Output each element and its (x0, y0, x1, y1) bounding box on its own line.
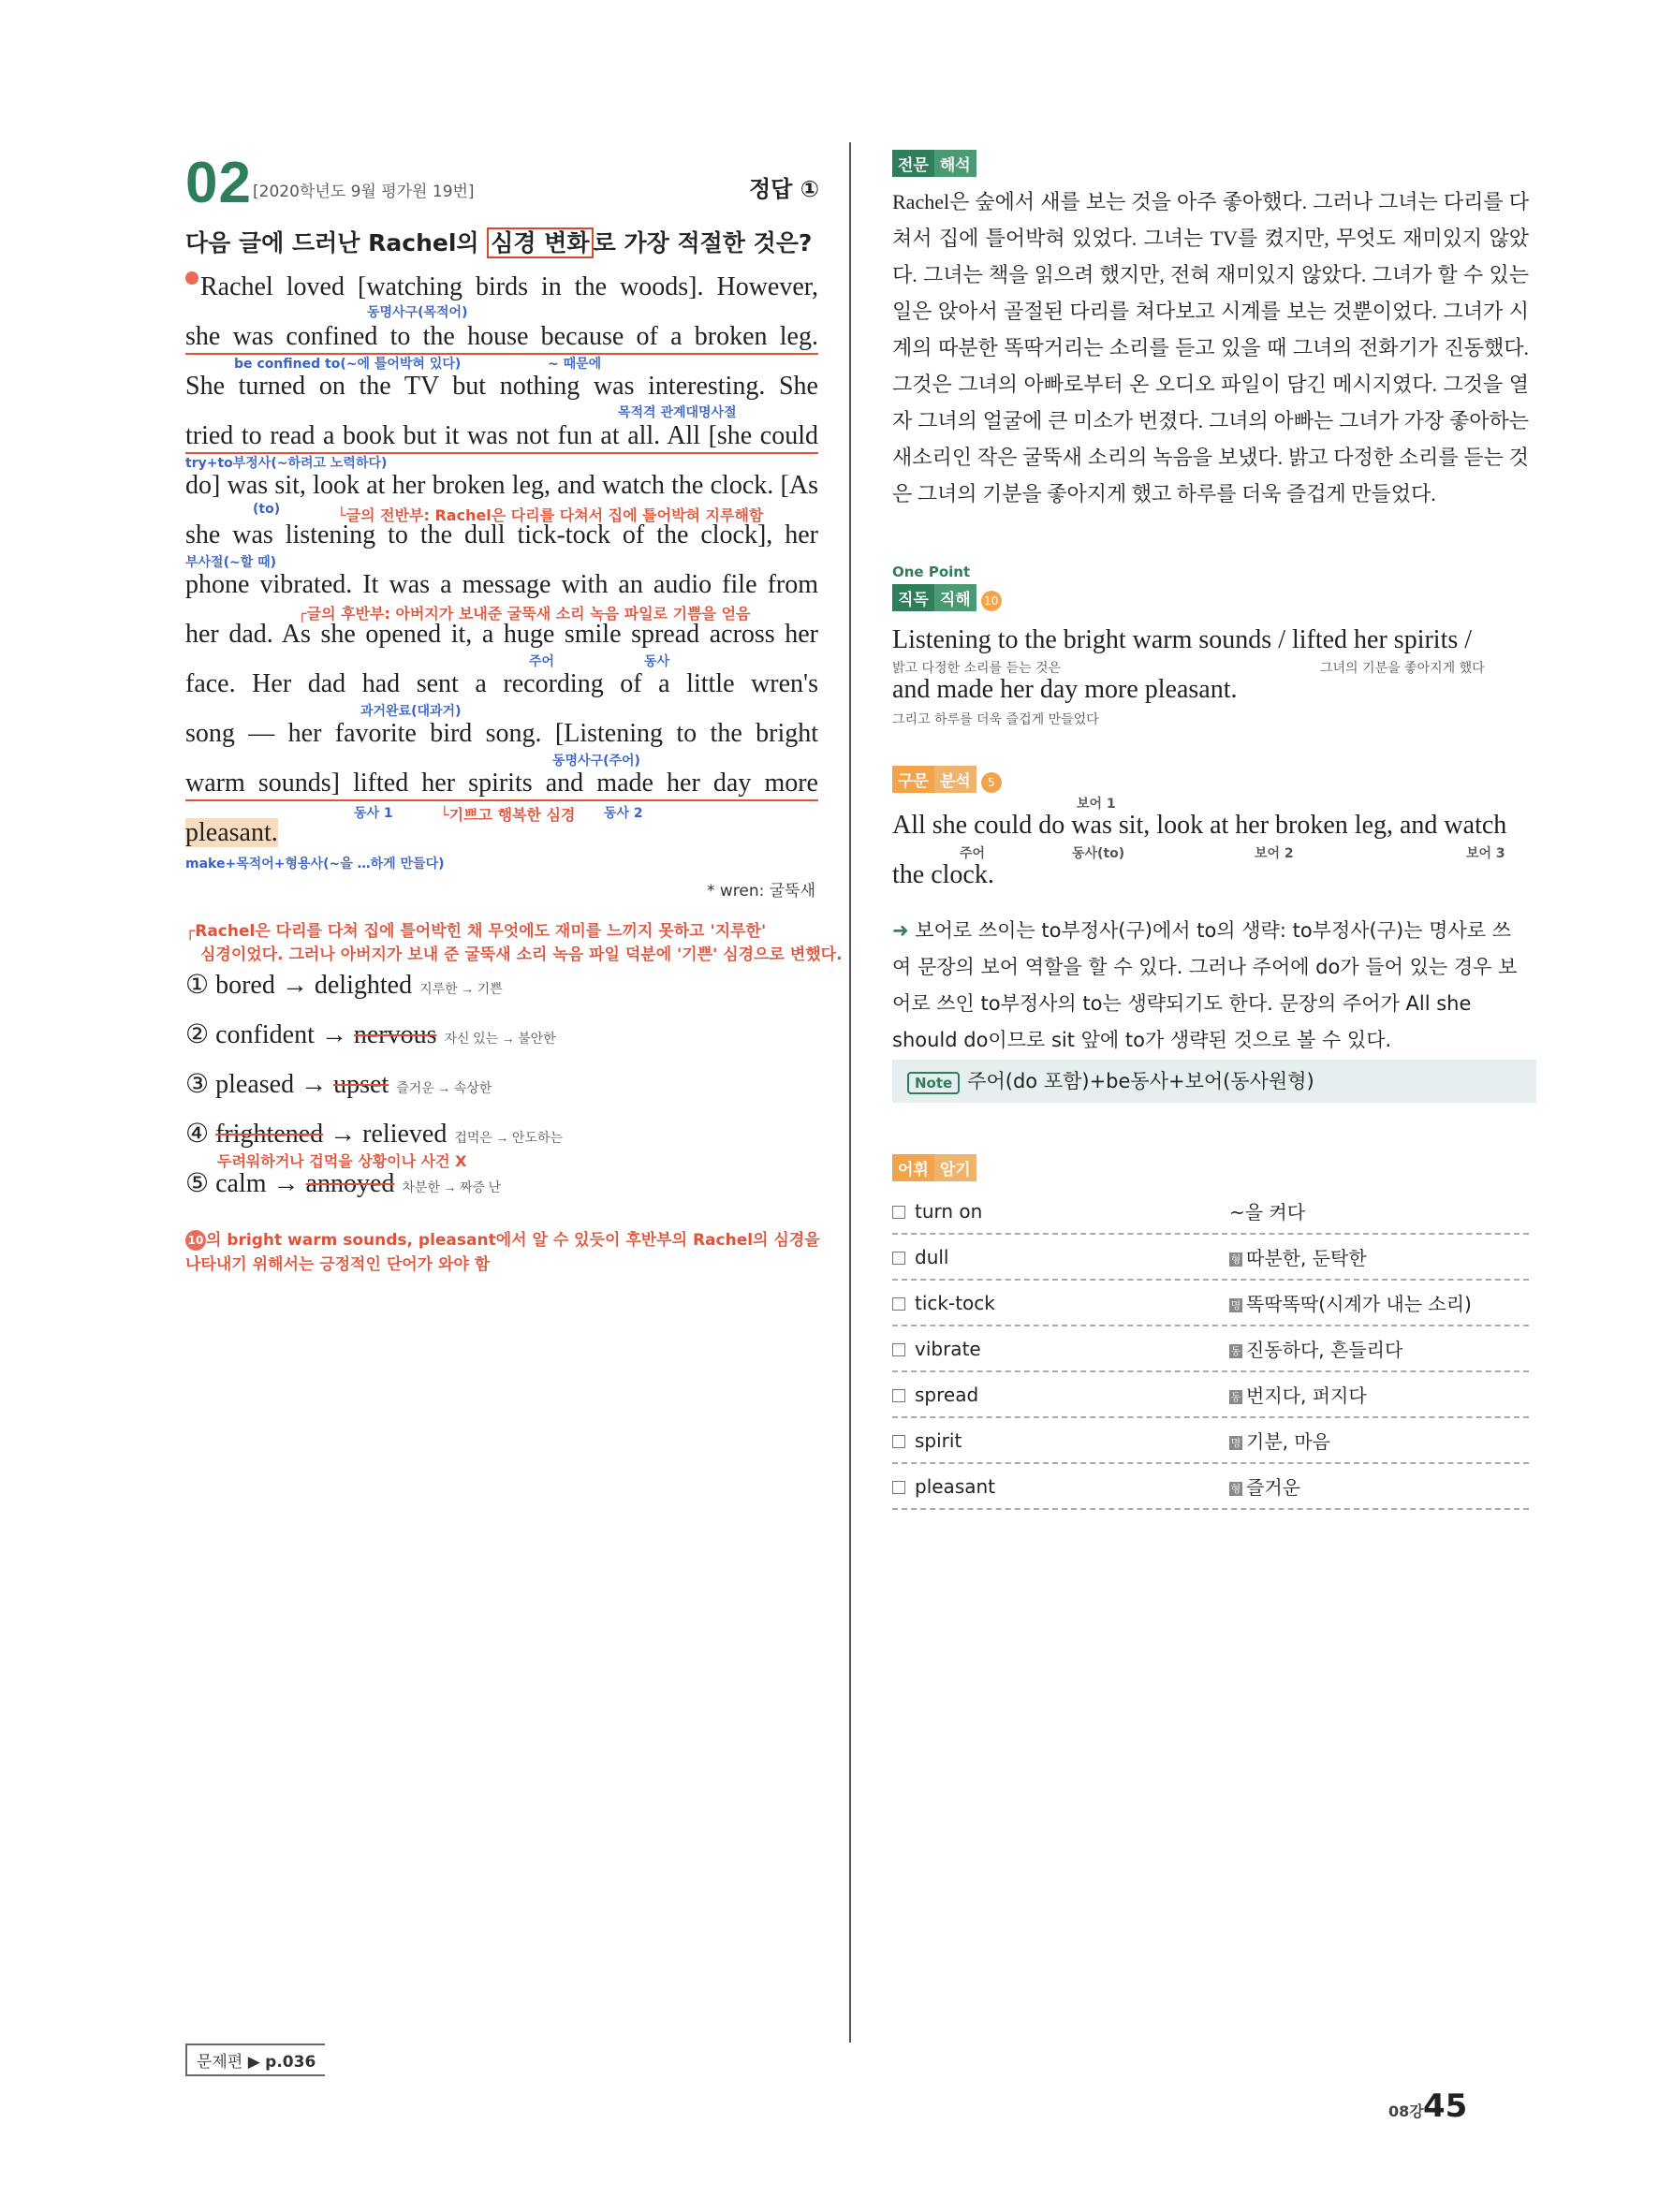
problem-page-ref[interactable]: 문제편 ▶ p.036 (185, 2044, 325, 2076)
direct-gloss-3: 그리고 하루를 더욱 즐겁게 만들었다 (892, 712, 1099, 727)
direct-line-2: and made her day more pleasant. (892, 675, 1238, 704)
checkbox[interactable] (892, 1389, 905, 1402)
vocab-row: spread 동 번지다, 퍼지다 (892, 1372, 1529, 1418)
passage-line-8: her dad. As she opened it, a huge smile spread across her (185, 620, 818, 649)
arrow-icon: ➜ (892, 919, 909, 942)
annotation-to: (to) (253, 502, 281, 517)
annotation-happy: └기쁘고 행복한 심경 (440, 806, 576, 824)
passage-line-3: She turned on the TV but nothing was interesting. She (185, 372, 818, 401)
annotation-gerund-subj: 동명사구(주어) (552, 754, 640, 769)
annotation-adv-clause: 부사절(~할 때) (185, 555, 277, 570)
passage-line-12: pleasant. (185, 818, 278, 847)
bottom-note-line-2: 나타내기 위해서는 긍정적인 단어가 와야 함 (185, 1255, 491, 1274)
annotation-first-half: └글의 전반부: Rachel은 다리를 다쳐서 집에 틀어박혀 지루해함 (337, 506, 764, 524)
syntax-line-1: All she could do was sit, look at her broken leg, and watch (892, 811, 1507, 840)
vocab-list (892, 1189, 1529, 1510)
passage-line-7: phone vibrated. It was a message with an audio file from (185, 570, 818, 599)
translation-tag: 전문 해석 (892, 150, 976, 177)
question-pre: 다음 글에 드러난 Rachel의 (185, 229, 488, 256)
checkbox[interactable] (892, 1252, 905, 1265)
translation-text: Rachel은 숲에서 새를 보는 것을 아주 좋아했다. 그러나 그녀는 다리를 다쳐서 집에 틀어박혀 있었다. 그녀는 TV를 켰지만, 무엇도 재미있지 않았다. 그녀는 책을 읽으려 했지만, 전혀 재미있지 않았다. 그녀가 할 수 있는 일은 앉아서 골절된 다리를 쳐다보고 시계를 보는 것뿐이었다. 그녀가 시계의 따분한 똑딱거리는 소리를 듣고 있을 때 그녀의 전화기가 진동했다. 그것은 그녀의 아빠로부터 온 오디오 파일이 담긴 메시지였다. 그것을 열자 그녀의 얼굴에 큰 미소가 번졌다. 그녀의 아빠는 그녀가 가장 좋아하는 새소리인 작은 굴뚝새 소리의 녹음을 보냈다. 밝고 다정한 소리를 듣는 것은 그녀의 기분을 좋아지게 했고 하루를 더욱 즐겁게 만들었다. (892, 190, 1529, 505)
page-number: 45 (1423, 2087, 1468, 2125)
question-post: 로 가장 적절한 것은? (593, 229, 813, 256)
direct-gloss-1: 밝고 다정한 소리를 듣는 것은 (892, 661, 1062, 676)
passage-line-6: she was listening to the dull tick-tock of the clock], her (185, 520, 818, 549)
explanation-line-2: 심경이었다. 그러나 아버지가 보내 준 굴뚝새 소리 녹음 파일 덕분에 '기쁜' 심경으로 변했다. (200, 945, 843, 964)
vocab-row: pleasant 형 즐거운 (892, 1464, 1529, 1510)
checkbox[interactable] (892, 1343, 905, 1356)
syntax-tag: 구문 분석 5 (892, 766, 1002, 793)
syntax-explain: ➜ 보어로 쓰이는 to부정사(구)에서 to의 생략: to부정사(구)는 명사로 쓰여 문장의 보어 역할을 할 수 있다. 그러나 주어에 do가 들어 있는 경우 보어로 쓰인 to부정사의 to는 생략되기도 한다. 문장의 주어가 All she should do이므로 sit 앞에 to가 생략된 것으로 볼 수 있다. (892, 919, 1518, 1051)
bottom-note-line-1: 10 의 bright warm sounds, pleasant에서 알 수 있듯이 후반부의 Rachel의 심경을 (185, 1226, 820, 1251)
vocab-row: spirit 명 기분, 마음 (892, 1418, 1529, 1464)
vocab-row: vibrate 동 진동하다, 흔들리다 (892, 1326, 1529, 1372)
checkbox[interactable] (892, 1435, 905, 1448)
question-source: [2020학년도 9월 평가원 19번] (253, 183, 475, 201)
passage-line-9: face. Her dad had sent a recording of a little wren's (185, 669, 818, 698)
passage-line-11: warm sounds] lifted her spirits and made her day more (185, 768, 818, 801)
passage-line-1: Rachel loved [watching birds in the woods]. However, (185, 271, 818, 303)
checkbox[interactable] (892, 1481, 905, 1494)
direct-tag: 직독 직해 10 (892, 584, 1002, 611)
checkbox[interactable] (892, 1297, 905, 1311)
question-keyword-box: 심경 변화 (487, 227, 593, 258)
annotation-be-confined: be confined to(~에 틀어박혀 있다) (234, 357, 462, 372)
annotation-verb1: 동사 1 (354, 806, 393, 821)
vocab-row: dull 형 따분한, 둔탁한 (892, 1235, 1529, 1281)
annotation-make-pattern: make+목적어+형용사(~을 …하게 만들다) (185, 857, 445, 872)
number-10-icon: 10 (185, 1230, 206, 1251)
footnote-wren: * wren: 굴뚝새 (707, 882, 816, 901)
passage-line-10: song — her favorite bird song. [Listening to the bright (185, 719, 818, 748)
annotation-because: ~ 때문에 (548, 357, 602, 372)
vocab-row: tick-tock 명 똑딱똑딱(시계가 내는 소리) (892, 1281, 1529, 1326)
syntax-top-label: 보어 1 (1077, 797, 1116, 812)
one-point-label: One Point (892, 564, 971, 580)
passage-line-5: do] was sit, look at her broken leg, and watch the clock. [As (185, 471, 818, 500)
passage-line-4: tried to read a book but it was not fun at all. All [she could (185, 420, 818, 454)
direct-line-1: Listening to the bright warm sounds / lifted her spirits / (892, 625, 1473, 654)
syntax-label-verb: 동사(to) (1072, 846, 1125, 861)
question-number: 02 (185, 151, 252, 215)
sentence-dot-icon (185, 271, 198, 285)
syntax-line-2: the clock. (892, 860, 994, 889)
choice-2[interactable]: ② confident → nervous 자신 있는 → 불안한 (185, 1020, 556, 1049)
annotation-second-half: ┌글의 후반부: 아버지가 보내준 굴뚝새 소리 녹음 파일로 기쁨을 얻음 (298, 605, 751, 623)
vocab-tag: 어휘 암기 (892, 1154, 976, 1181)
syntax-label-c2: 보어 2 (1255, 846, 1294, 861)
syntax-label-subject: 주어 (960, 846, 986, 861)
syntax-label-c3: 보어 3 (1466, 846, 1505, 861)
annotation-try-to: try+to부정사(~하려고 노력하다) (185, 456, 388, 471)
answer-label: 정답 ① (749, 176, 820, 202)
choice-5[interactable]: ⑤ calm → annoyed 차분한 → 짜증 난 (185, 1169, 502, 1198)
annotation-rel-pron: 목적격 관계대명사절 (618, 405, 737, 420)
passage-line-2: she was confined to the house because of a broken leg. (185, 321, 818, 355)
note-box: Note 주어(do 포함)+be동사+보어(동사원형) (892, 1060, 1536, 1103)
arrow-icon: ▶ (247, 2053, 260, 2072)
annotation-verb2: 동사 2 (604, 806, 643, 821)
annotation-subject: 주어 (529, 654, 555, 669)
explanation-line-1: ┌Rachel은 다리를 다쳐 집에 틀어박힌 채 무엇에도 재미를 느끼지 못하고 '지루한' (185, 922, 767, 941)
choice-1[interactable]: ① bored → delighted 지루한 → 기쁜 (185, 971, 503, 1000)
choice4-note: 두려워하거나 겁먹을 상황이나 사건 X (217, 1152, 467, 1170)
annotation-gerund-obj: 동명사구(목적어) (367, 305, 468, 320)
column-divider (849, 142, 851, 2043)
lesson-label: 08강 (1388, 2102, 1424, 2120)
choice-3[interactable]: ③ pleased → upset 즐거운 → 속상한 (185, 1070, 492, 1099)
checkbox[interactable] (892, 1206, 905, 1219)
vocab-row: turn on ~을 켜다 (892, 1189, 1529, 1235)
choice-4[interactable]: ④ frightened → relieved 겁먹은 → 안도하는 (185, 1120, 564, 1149)
direct-gloss-2: 그녀의 기분을 좋아지게 했다 (1320, 661, 1485, 676)
question-text (185, 225, 812, 258)
annotation-verb: 동사 (644, 654, 670, 669)
annotation-past-perfect: 과거완료(대과거) (360, 704, 462, 719)
